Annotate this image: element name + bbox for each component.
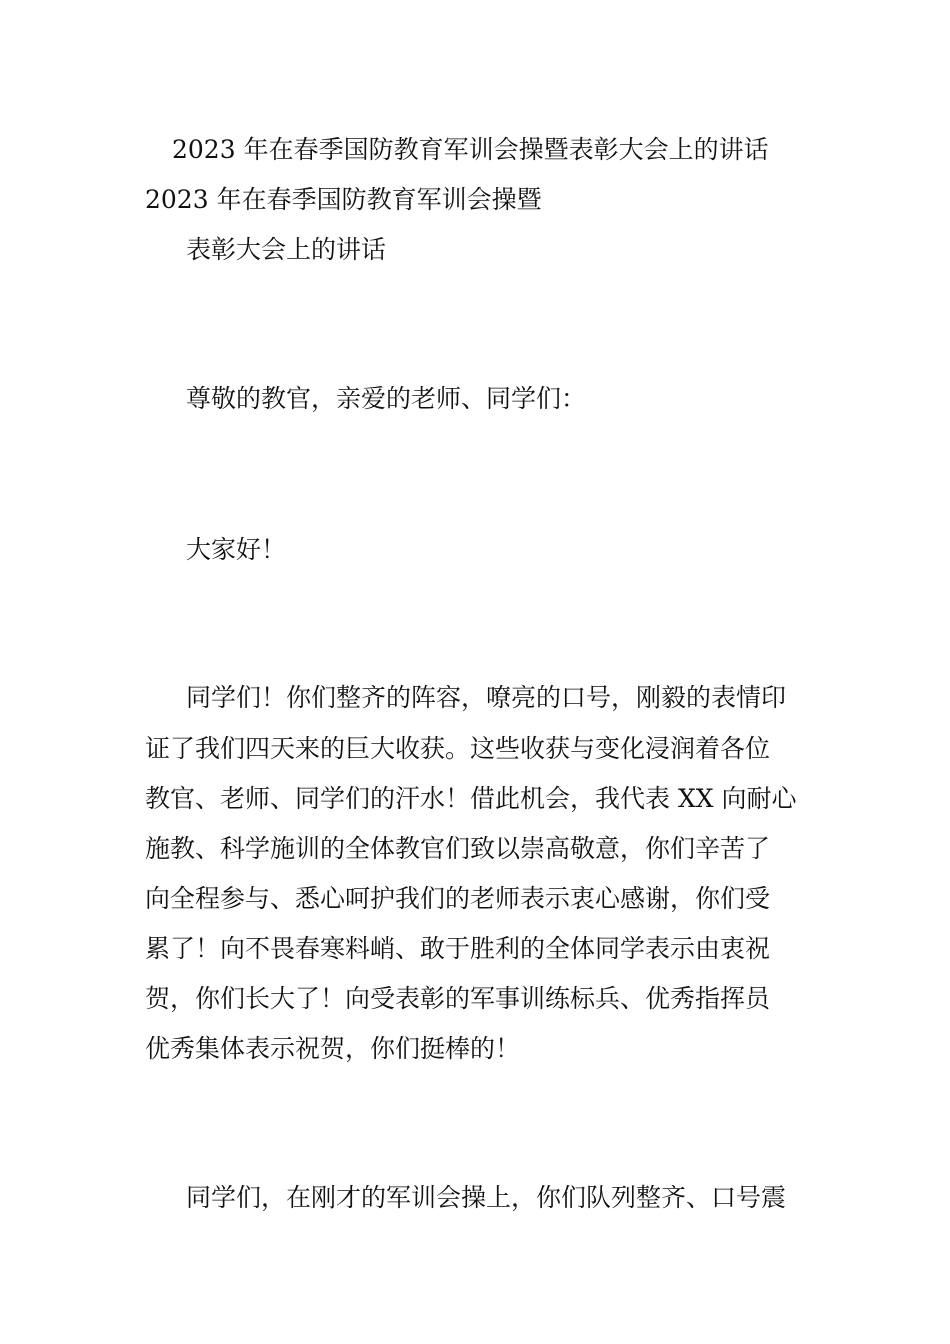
document-subtitle-line-2: 表彰大会上的讲话 — [186, 235, 387, 264]
paragraph-line: 累了！向不畏春寒料峭、敢于胜利的全体同学表示由衷祝 — [145, 934, 771, 963]
paragraph-line: 证了我们四天来的巨大收获。这些收获与变化浸润着各位 — [145, 734, 771, 763]
paragraph-line: 教官、老师、同学们的汗水！借此机会，我代表 XX 向耐心 — [145, 784, 797, 813]
paragraph-line: 优秀集体表示祝贺，你们挺棒的！ — [145, 1034, 521, 1063]
document-title: 2023 年在春季国防教育军训会操暨表彰大会上的讲话 — [172, 135, 769, 164]
salutation: 尊敬的教官，亲爱的老师、同学们： — [186, 384, 587, 413]
paragraph-line: 同学们！你们整齐的阵容，嘹亮的口号，刚毅的表情印 — [186, 683, 787, 712]
greeting: 大家好！ — [186, 535, 287, 564]
paragraph-line: 施教、科学施训的全体教官们致以崇高敬意，你们辛苦了 — [145, 834, 771, 863]
document-subtitle-line-1: 2023 年在春季国防教育军训会操暨 — [145, 185, 542, 214]
paragraph-line: 向全程参与、悉心呵护我们的老师表示衷心感谢，你们受 — [145, 884, 771, 913]
paragraph-line: 同学们，在刚才的军训会操上，你们队列整齐、口号震 — [186, 1183, 787, 1212]
paragraph-line: 贺，你们长大了！向受表彰的军事训练标兵、优秀指挥员 — [145, 984, 771, 1013]
